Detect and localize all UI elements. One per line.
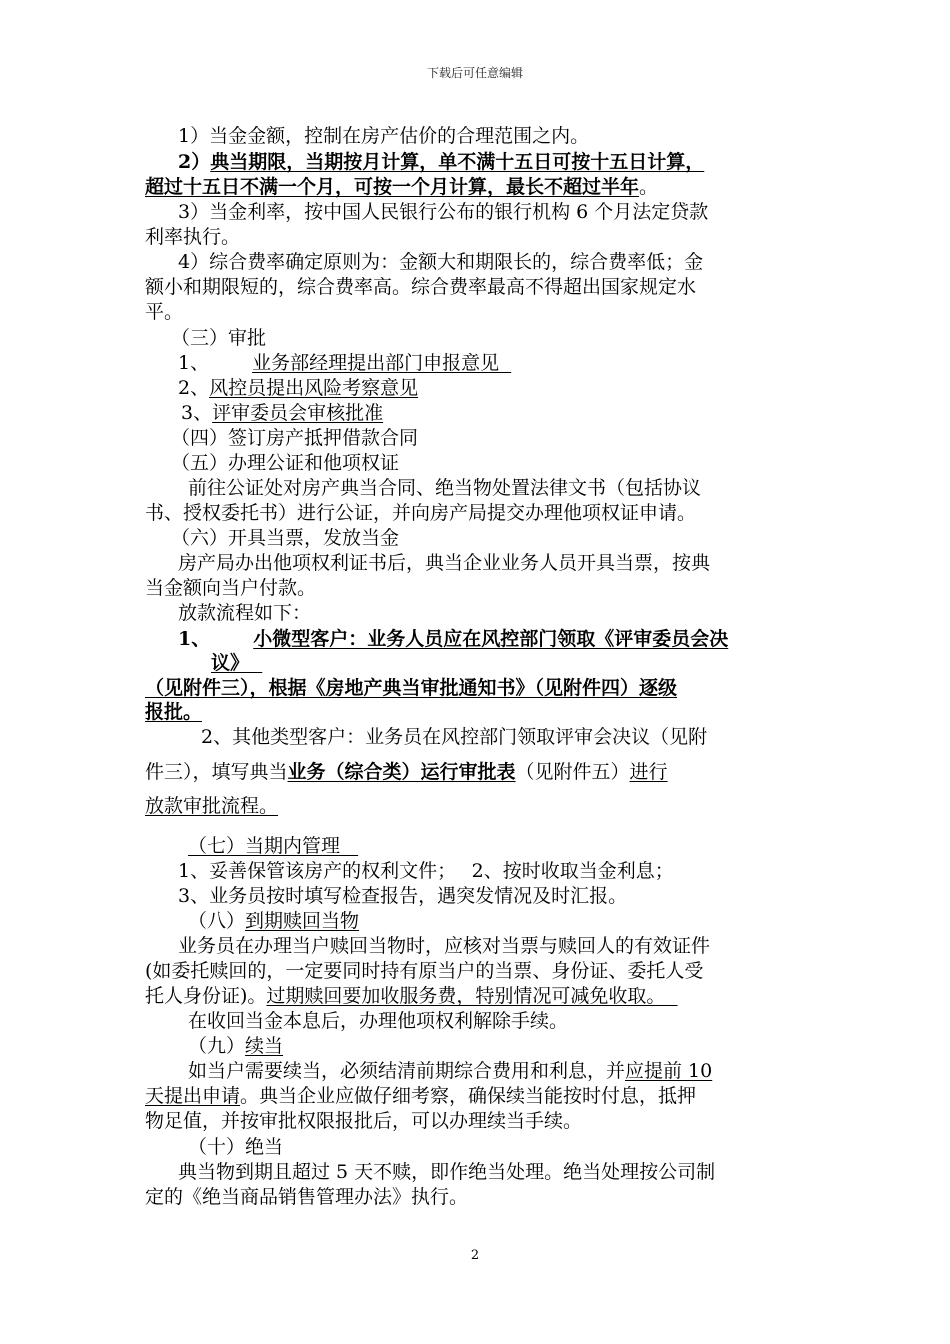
section-heading-5: （五）办理公证和他项权证 [171, 452, 400, 474]
line-18: 房产局办出他项权利证书后，典当企业业务人员开具当票，按典 [178, 552, 711, 574]
page-header: 下载后可任意编辑 [426, 66, 523, 80]
line-41: 典当物到期且超过 5 天不赎，即作绝当处理。绝当处理按公司制 [178, 1161, 716, 1183]
line-24: 报批。 [145, 701, 203, 723]
section-heading-10: （十）绝当 [188, 1136, 284, 1158]
section-heading-9: （九）续当 [188, 1035, 284, 1057]
line-5: 利率执行。 [145, 226, 241, 248]
line-37: 如当户需要续当，必须结清前期综合费用和利息，并应提前 10 [188, 1060, 713, 1082]
line-12: 3、评审委员会审核批准 [181, 402, 384, 424]
line-3: 超过十五日不满一个月，可按一个月计算，最长不超过半年。 [145, 176, 659, 198]
line-16: 书、授权委托书）进行公证，并向房产局提交办理他项权证申请。 [145, 502, 697, 524]
line-32: 业务员在办理当户赎回当物时，应核对当票与赎回人的有效证件 [178, 935, 711, 957]
line-30: 3、业务员按时填写检查报告，遇突发情况及时汇报。 [178, 885, 628, 907]
line-23: （见附件三），根据《房地产典当审批通知书》（见附件四）逐级 [145, 677, 678, 699]
line-35: 在收回当金本息后，办理他项权利解除手续。 [188, 1010, 569, 1032]
line-8: 平。 [145, 301, 184, 323]
line-42: 定的《绝当商品销售管理办法》执行。 [145, 1186, 469, 1208]
section-heading-6: （六）开具当票，发放当金 [171, 527, 400, 549]
section-heading-8: （八）到期赎回当物 [188, 910, 360, 932]
line-26: 件三），填写典当业务（综合类）运行审批表（见附件五）进行 [145, 761, 668, 783]
line-34: 托人身份证)。过期赎回要加收服务费，特别情况可减免收取。 [145, 985, 666, 1007]
section-heading-4: （四）签订房产抵押借款合同 [171, 427, 419, 449]
line-2: 2）典当期限，当期按月计算，单不满十五日可按十五日计算， [178, 151, 705, 173]
line-11: 2、风控员提出风险考察意见 [178, 377, 419, 399]
section-heading-7: （七）当期内管理 [188, 835, 341, 857]
line-39: 物足值，并按审批权限报批后，可以办理续当手续。 [145, 1110, 583, 1132]
line-20: 放款流程如下： [178, 602, 312, 624]
line-1: 1）当金金额，控制在房产估价的合理范围之内。 [178, 125, 590, 147]
line-21: 1、 小微型客户：业务人员应在风控部门领取《评审委员会决 [178, 628, 729, 650]
line-10: 1、 业务部经理提出部门申报意见 [178, 352, 500, 374]
line-25: 2、其他类型客户：业务员在风控部门领取评审会决议（见附 [201, 726, 708, 748]
page-number: 2 [470, 1248, 480, 1263]
line-22: 议》 [211, 652, 250, 674]
line-15: 前往公证处对房产典当合同、绝当物处置法律文书（包括协议 [188, 477, 702, 499]
line-6: 4）综合费率确定原则为：金额大和期限长的，综合费率低；金 [178, 251, 704, 273]
line-19: 当金额向当户付款。 [145, 577, 317, 599]
line-29: 1、妥善保管该房产的权利文件； 2、按时收取当金利息； [178, 860, 674, 882]
line-27: 放款审批流程。 [145, 795, 279, 817]
line-4: 3）当金利率，按中国人民银行公布的银行机构 6 个月法定贷款 [178, 201, 709, 223]
line-38: 天提出申请。典当企业应做仔细考察，确保续当能按时付息，抵押 [145, 1085, 697, 1107]
section-heading-3: （三）审批 [171, 327, 267, 349]
line-7: 额小和期限短的，综合费率高。综合费率最高不得超出国家规定水 [145, 276, 697, 298]
line-33: (如委托赎回的，一定要同时持有原当户的当票、身份证、委托人受 [145, 960, 704, 982]
